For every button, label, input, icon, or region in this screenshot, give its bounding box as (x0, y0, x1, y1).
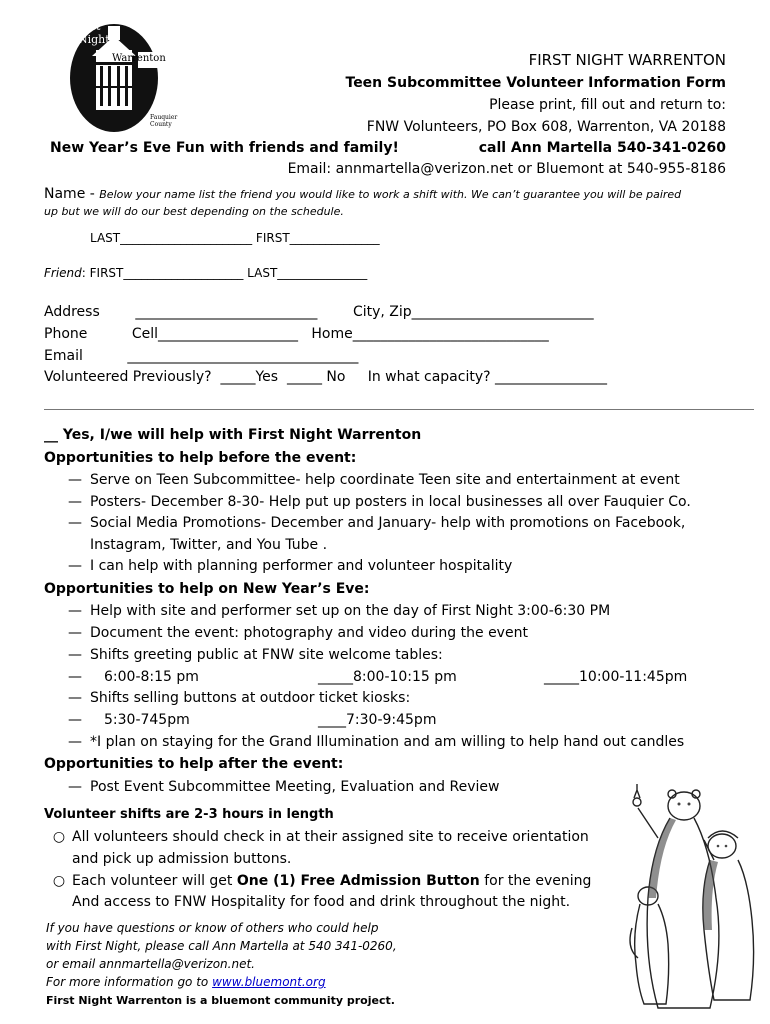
footer-line-4-text: For more information go to (46, 975, 213, 989)
dash-mark: — (68, 690, 82, 706)
friend-label: Friend (44, 266, 82, 280)
dash-mark: — (68, 734, 82, 750)
logo-county: Fauquier County (150, 114, 178, 128)
footer-line-5: First Night Warrenton is a bluemont community project. (46, 994, 395, 1007)
before-item-text: Posters- December 8-30- Help put up posters in local businesses all over Fauquier Co. (90, 494, 691, 510)
footer-line-1: If you have questions or know of others who could help (46, 921, 379, 935)
eve-item[interactable] (68, 625, 528, 641)
phone-field-row[interactable]: Phone Cell____________________ Home____________________________ (44, 326, 549, 342)
dash-mark: — (68, 515, 82, 531)
dash-mark: — (68, 647, 82, 663)
greeting-shift-2[interactable]: _____8:00-10:15 pm (318, 669, 457, 685)
shifts-item-2-pre: Each volunteer will get (72, 873, 237, 889)
before-item[interactable] (68, 494, 691, 510)
before-item[interactable] (68, 515, 685, 531)
before-item-text: I can help with planning performer and volunteer hospitality (90, 558, 513, 574)
before-item-text: Serve on Teen Subcommittee- help coordinate Teen site and entertainment at event (90, 472, 680, 488)
logo-text-night: Night (78, 33, 110, 46)
footer-line-4 (46, 975, 326, 989)
friend-fields-row[interactable] (44, 266, 367, 280)
before-item-continued: Instagram, Twitter, and You Tube . (90, 537, 328, 553)
shifts-heading: Volunteer shifts are 2-3 hours in length (44, 807, 334, 822)
volunteered-previously-row[interactable]: Volunteered Previously? _____Yes _____ No In what capacity? ________________ (44, 369, 607, 385)
dash-mark: — (68, 558, 82, 574)
eve-item-text: Shifts selling buttons at outdoor ticket kiosks: (90, 690, 411, 706)
mailing-address: FNW Volunteers, PO Box 608, Warrenton, VA 20188 (366, 119, 726, 135)
footer-line-2: with First Night, please call Ann Martella at 540 341-0260, (46, 939, 397, 953)
button-shift-1[interactable]: 5:30-745pm (104, 712, 190, 728)
eve-item-text: Shifts greeting public at FNW site welcome tables: (90, 647, 443, 663)
return-instructions: Please print, fill out and return to: (489, 97, 726, 113)
shifts-item-2-post: for the evening (479, 873, 592, 889)
shifts-item-1 (46, 829, 589, 845)
eve-item-text: *I plan on staying for the Grand Illumination and am willing to help hand out candles (90, 734, 685, 750)
after-event-heading: Opportunities to help after the event: (44, 756, 344, 772)
logo-text-warrenton: Warrenton (112, 53, 166, 64)
shifts-item-1-continued: and pick up admission buttons. (72, 851, 292, 867)
logo-text-first: First (74, 20, 101, 33)
eve-item[interactable] (68, 734, 684, 750)
name-label: Name - (44, 186, 100, 202)
bluemont-link[interactable]: www.bluemont.org (212, 975, 326, 989)
dash-mark: — (68, 779, 82, 795)
button-shift-row[interactable] (68, 712, 90, 728)
greeting-shift-3[interactable]: _____10:00-11:45pm (544, 669, 688, 685)
eve-item-text: Document the event: photography and video during the event (90, 625, 528, 641)
name-note-line1: Below your name list the friend you would like to work a shift with. We can’t guarantee you will be paired (99, 188, 682, 201)
dash-mark: — (68, 712, 82, 728)
footer-line-3: or email annmartella@verizon.net. (46, 957, 255, 971)
greeting-shift-row[interactable] (68, 669, 90, 685)
dash-mark: — (68, 472, 82, 488)
circle-bullet-icon: ○ (52, 829, 66, 845)
after-item[interactable] (68, 779, 499, 795)
address-field-row[interactable]: Address __________________________ City, Zip__________________________ (44, 304, 594, 320)
contact-email: Email: annmartella@verizon.net or Bluemont at 540-955-8186 (287, 161, 726, 177)
circle-bullet-icon: ○ (52, 873, 66, 889)
shifts-item-1-text: All volunteers should check in at their assigned site to receive orientation (72, 829, 589, 845)
name-note-line2: up but we will do our best depending on the schedule. (44, 205, 344, 218)
first-night-warrenton-logo (68, 16, 176, 134)
page-title: FIRST NIGHT WARRENTON (528, 51, 726, 69)
greeting-shift-1[interactable]: 6:00-8:15 pm (104, 669, 199, 685)
yes-help-line[interactable]: __ Yes, I/we will help with First Night Warrenton (44, 427, 422, 443)
dash-mark: — (68, 603, 82, 619)
shifts-item-2 (46, 873, 591, 889)
before-event-heading: Opportunities to help before the event: (44, 450, 357, 466)
dash-mark: — (68, 625, 82, 641)
page-subtitle: Teen Subcommittee Volunteer Information Form (345, 75, 726, 91)
dash-mark: — (68, 494, 82, 510)
divider (44, 409, 754, 410)
eve-item[interactable] (68, 690, 410, 706)
before-item[interactable] (68, 558, 512, 574)
after-item-text: Post Event Subcommittee Meeting, Evaluation and Review (90, 779, 500, 795)
eve-item[interactable] (68, 603, 610, 619)
new-years-eve-heading: Opportunities to help on New Year’s Eve: (44, 581, 370, 597)
name-section (44, 183, 681, 202)
tagline: New Year’s Eve Fun with friends and family! (50, 140, 399, 156)
bears-illustration (612, 778, 762, 1018)
contact-phone: call Ann Martella 540-341-0260 (478, 140, 726, 156)
friend-fields[interactable]: : FIRST____________________ LAST_______________ (81, 266, 368, 280)
name-fields-row[interactable]: LAST______________________ FIRST_______________ (90, 231, 380, 245)
dash-mark: — (68, 669, 82, 685)
eve-item-text: Help with site and performer set up on the day of First Night 3:00-6:30 PM (90, 603, 611, 619)
before-item[interactable] (68, 472, 680, 488)
before-item-text: Social Media Promotions- December and January- help with promotions on Facebook, (90, 515, 686, 531)
shifts-item-2-continued: And access to FNW Hospitality for food and drink throughout the night. (72, 894, 571, 910)
button-shift-2[interactable]: ____7:30-9:45pm (318, 712, 437, 728)
email-field-row[interactable]: Email _________________________________ (44, 348, 359, 364)
eve-item[interactable] (68, 647, 443, 663)
shifts-item-2-bold: One (1) Free Admission Button (236, 873, 480, 889)
